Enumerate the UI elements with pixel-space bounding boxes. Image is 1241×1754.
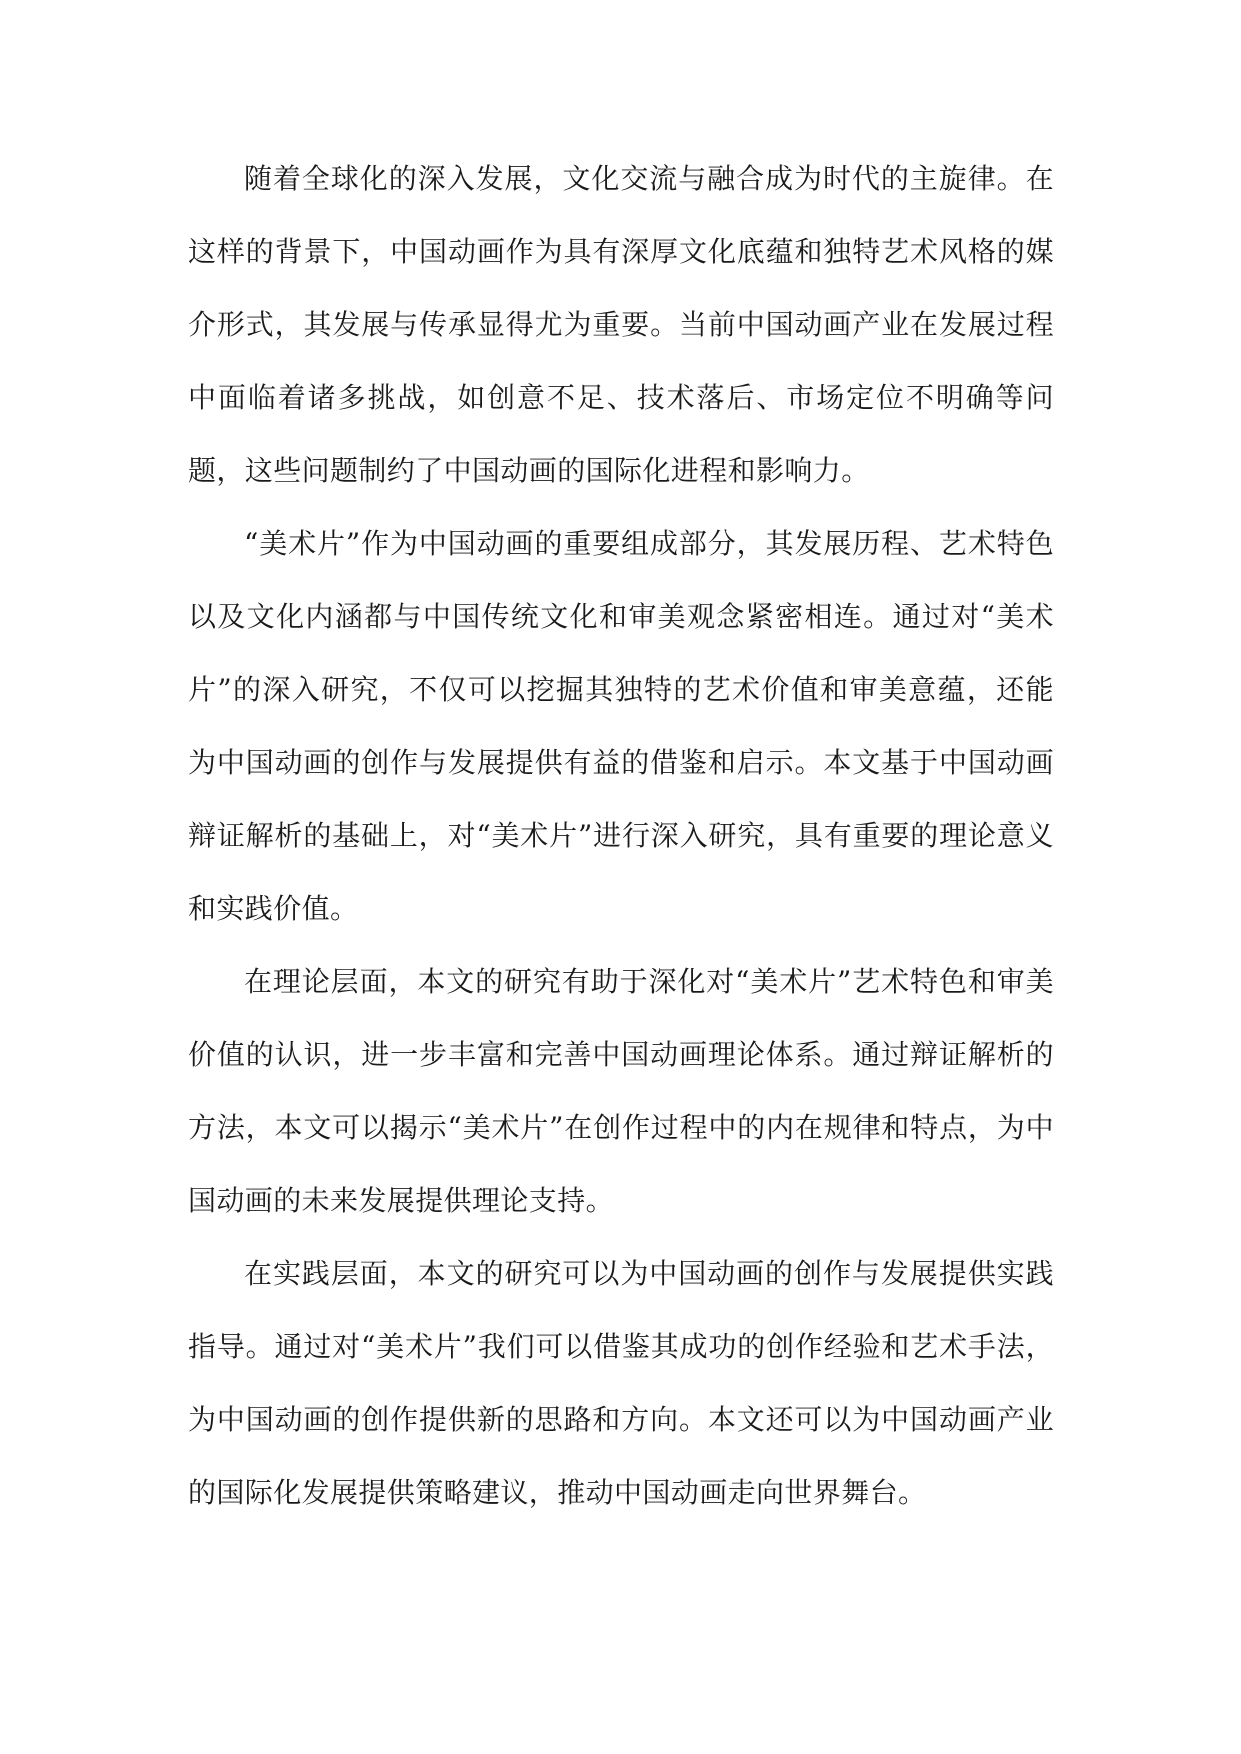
document-body	[188, 142, 1054, 1529]
paragraph-1: 随着全球化的深入发展，文化交流与融合成为时代的主旋律。在这样的背景下，中国动画作为具有深厚文化底蕴和独特艺术风格的媒介形式，其发展与传承显得尤为重要。当前中国动画产业在发展过程中面临着诸多挑战，如创意不足、技术落后、市场定位不明确等问题，这些问题制约了中国动画的国际化进程和影响力。	[188, 162, 1054, 487]
paragraph-2: “美术片”作为中国动画的重要组成部分，其发展历程、艺术特色以及文化内涵都与中国传统文化和审美观念紧密相连。通过对“美术片”的深入研究，不仅可以挖掘其独特的艺术价值和审美意蕴，还能为中国动画的创作与发展提供有益的借鉴和启示。本文基于中国动画辩证解析的基础上，对“美术片”进行深入研究，具有重要的理论意义和实践价值。	[188, 527, 1054, 925]
paragraph-3: 在理论层面，本文的研究有助于深化对“美术片”艺术特色和审美价值的认识，进一步丰富和完善中国动画理论体系。通过辩证解析的方法，本文可以揭示“美术片”在创作过程中的内在规律和特点，为中国动画的未来发展提供理论支持。	[188, 965, 1054, 1217]
paragraph-4: 在实践层面，本文的研究可以为中国动画的创作与发展提供实践指导。通过对“美术片”我们可以借鉴其成功的创作经验和艺术手法，为中国动画的创作提供新的思路和方向。本文还可以为中国动画产业的国际化发展提供策略建议，推动中国动画走向世界舞台。	[188, 1257, 1054, 1509]
